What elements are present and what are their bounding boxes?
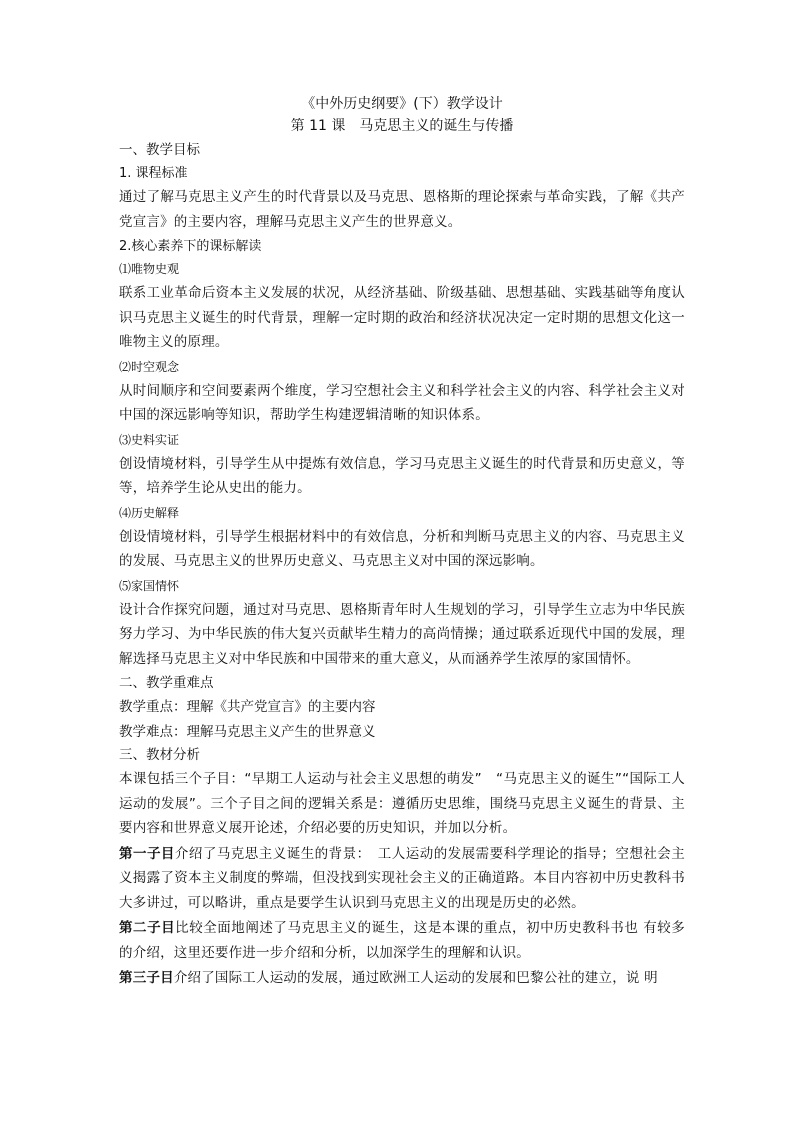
subtopic-lead-2: 第二子目	[119, 920, 176, 936]
literacy-text-evidence: 创设情境材料，引导学生从中提炼有效信息，学习马克思主义诞生的时代背景和历史意义，等等，培养学生论从史出的能力。	[119, 455, 685, 496]
subtopic-paragraph-1	[119, 842, 685, 916]
subtopic-lead-3: 第三子目	[119, 970, 174, 986]
document-page	[119, 93, 685, 992]
curriculum-standard-text: 通过了解马克思主义产生的时代背景以及马克思、恩格斯的理论探索与革命实践，了解《共产党宣言》的主要内容，理解马克思主义产生的世界意义。	[119, 189, 685, 230]
textbook-analysis-text: 本课包括三个子目：“早期工人运动与社会主义思想的萌发” “马克思主义的诞生”“国际工人运动的发展”。三个子目之间的逻辑关系是：遵循历史思维，围绕马克思主义诞生的背景、主要内容和世界意义展开论述，介绍必要的历史知识，并加以分析。	[119, 771, 685, 836]
literacy-heading-interpretation: ⑷历史解释	[119, 505, 180, 520]
subsection-heading-core-literacy: 2.核心素养下的课标解读	[119, 239, 262, 254]
literacy-text-space-time: 从时间顺序和空间要素两个维度，学习空想社会主义和科学社会主义的内容、科学社会主义对中国的深远影响等知识，帮助学生构建逻辑清晰的知识体系。	[119, 382, 685, 423]
subtopic-text-2: 比较全面地阐述了马克思主义的诞生，这是本课的重点，初中历史教科书也 有较多的介绍，这里还要作进一步介绍和分析，以加深学生的理解和认识。	[119, 920, 685, 961]
literacy-heading-historical-materialism: ⑴唯物史观	[119, 262, 180, 276]
subtopic-text-1: 介绍了马克思主义诞生的背景： 工人运动的发展需要科学理论的指导；空想社会主义揭露了资本主义制度的弊端，但没找到实现社会主义的正确道路。本目内容初中历史教科书大多讲过，可以略讲，重点是要学生认识到马克思主义的出现是历史的必然。	[119, 845, 685, 911]
document-title: 《中外历史纲要》(下）教学设计	[301, 96, 503, 112]
section-heading-teaching-goals: 一、教学目标	[119, 142, 200, 158]
subtopic-paragraph-2	[119, 916, 685, 965]
literacy-heading-evidence: ⑶史料实证	[119, 432, 180, 447]
literacy-heading-patriotism: ⑸家国情怀	[119, 578, 180, 593]
section-heading-textbook-analysis: 三、教材分析	[119, 747, 200, 763]
literacy-text-patriotism: 设计合作探究问题，通过对马克思、恩格斯青年时人生规划的学习，引导学生立志为中华民族努力学习、为中华民族的伟大复兴贡献毕生精力的高尚情操；通过联系近现代中国的发展，理解选择马克思主义对中华民族和中国带来的重大意义，从而涵养学生浓厚的家国情怀。	[119, 601, 685, 667]
subtopic-lead-1: 第一子目	[119, 845, 175, 862]
subtopic-paragraph-3	[119, 966, 685, 991]
literacy-heading-space-time: ⑵时空观念	[119, 359, 180, 374]
section-heading-key-difficult: 二、教学重难点	[119, 675, 214, 691]
lesson-title: 第 11 课 马克思主义的诞生与传播	[290, 118, 514, 134]
literacy-text-interpretation: 创设情境材料，引导学生根据材料中的有效信息，分析和判断马克思主义的内容、马克思主义的发展、马克思主义的世界历史意义、马克思主义对中国的深远影响。	[119, 528, 685, 569]
teaching-difficult-point: 教学难点：理解马克思主义产生的世界意义	[119, 723, 376, 740]
literacy-text-historical-materialism: 联系工业革命后资本主义发展的状况，从经济基础、阶级基础、思想基础、实践基础等角度认识马克思主义诞生的时代背景，理解一定时期的政治和经济状况决定一定时期的思想文化这一唯物主义的原理。	[119, 285, 685, 350]
teaching-key-point: 教学重点：理解《共产党宣言》的主要内容	[119, 699, 376, 715]
subsection-heading-curriculum-standard: 1. 课程标准	[119, 166, 188, 181]
subtopic-text-3: 介绍了国际工人运动的发展，通过欧洲工人运动的发展和巴黎公社的建立，说 明	[173, 970, 658, 986]
